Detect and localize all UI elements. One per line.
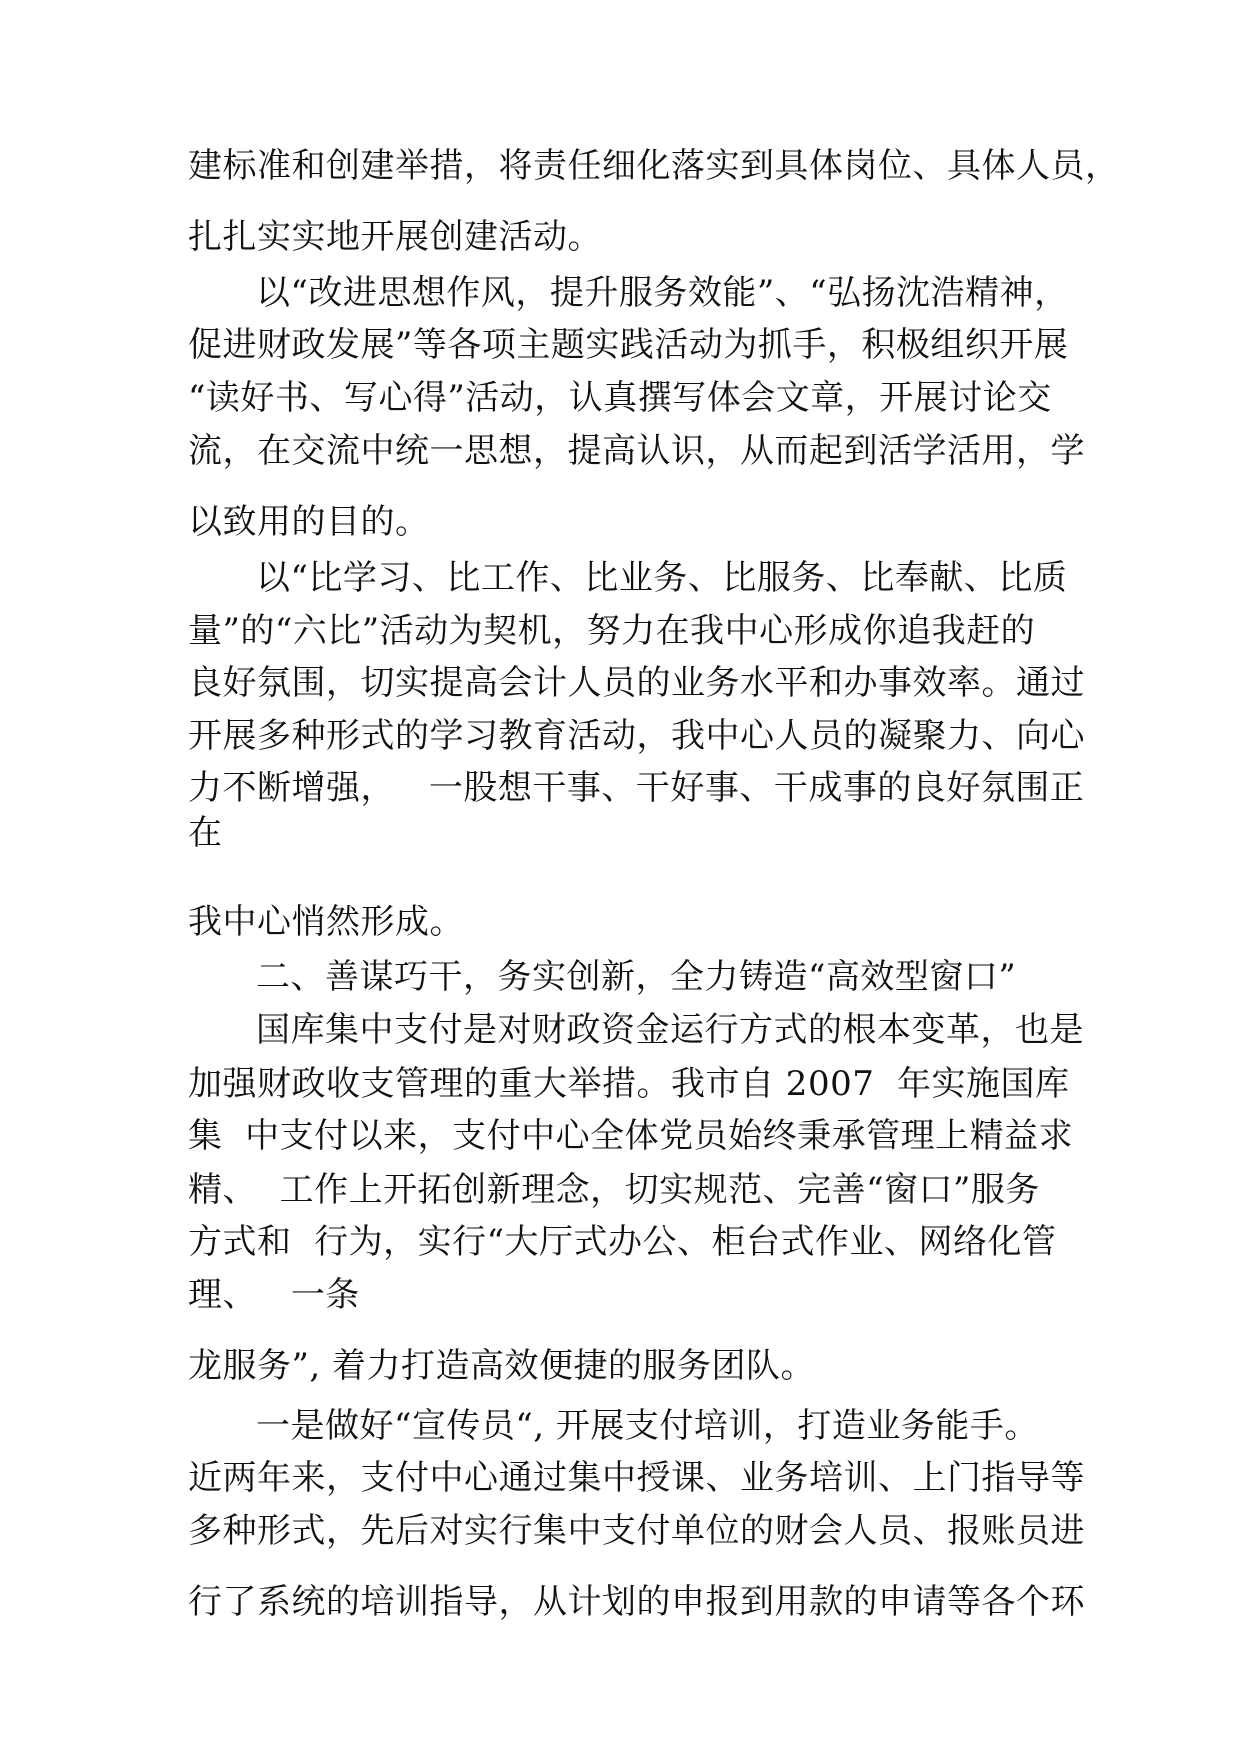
text-line: 加强财政收支管理的重大举措。我市自 2007 年实施国库	[188, 1064, 1070, 1104]
text-line: 扎扎实实地开展创建活动。	[188, 217, 602, 257]
text-line: 多种形式，先后对实行集中支付单位的财会人员、报账员进	[188, 1511, 1085, 1551]
text-line: 促进财政发展”等各项主题实践活动为抓手，积极组织开展	[188, 325, 1069, 365]
text-line: 行了系统的培训指导，从计划的申报到用款的申请等各个环	[188, 1582, 1085, 1622]
text-line: 建标准和创建举措，将责任细化落实到具体岗位、具体人员，	[188, 146, 1120, 186]
text-line: 理、 一条	[188, 1275, 360, 1315]
text-line: 以“比学习、比工作、比业务、比服务、比奉献、比质	[256, 558, 1068, 598]
text-line: 以致用的目的。	[188, 502, 430, 542]
text-line: 近两年来，支付中心通过集中授课、业务培训、上门指导等	[188, 1458, 1085, 1498]
text-line: 流，在交流中统一思想，提高认识，从而起到活学活用，学	[188, 431, 1085, 471]
text-line: 龙服务”, 着力打造高效便捷的服务团队。	[188, 1346, 815, 1386]
text-line: 集 中支付以来，支付中心全体党员始终秉承管理上精益求	[188, 1116, 1074, 1156]
text-line: 国库集中支付是对财政资金运行方式的根本变革，也是	[256, 1010, 1084, 1050]
text-line: 方式和 行为，实行“大厅式办公、柜台式作业、网络化管	[188, 1222, 1057, 1262]
text-line: 一是做好“宣传员“, 开展支付培训，打造业务能手。	[256, 1406, 1039, 1446]
text-line: 我中心悄然形成。	[188, 902, 464, 942]
text-line: 精、 工作上开拓创新理念，切实规范、完善“窗口”服务	[188, 1170, 1040, 1210]
text-line: 以“改进思想作风，提升服务效能”、“弘扬沈浩精神，	[256, 273, 1069, 313]
text-line: 良好氛围，切实提高会计人员的业务水平和办事效率。通过	[188, 663, 1085, 703]
text-line: “读好书、写心得”活动，认真撰写体会文章，开展讨论交	[188, 378, 1052, 418]
text-line: 开展多种形式的学习教育活动，我中心人员的凝聚力、向心	[188, 716, 1085, 756]
section-heading: 二、善谋巧干，务实创新，全力铸造“高效型窗口”	[256, 957, 1017, 997]
text-line: 量”的“六比”活动为契机，努力在我中心形成你追我赶的	[188, 611, 1036, 651]
text-line: 力不断增强， 一股想干事、干好事、干成事的良好氛围正	[188, 768, 1085, 808]
text-line: 在	[188, 813, 223, 853]
